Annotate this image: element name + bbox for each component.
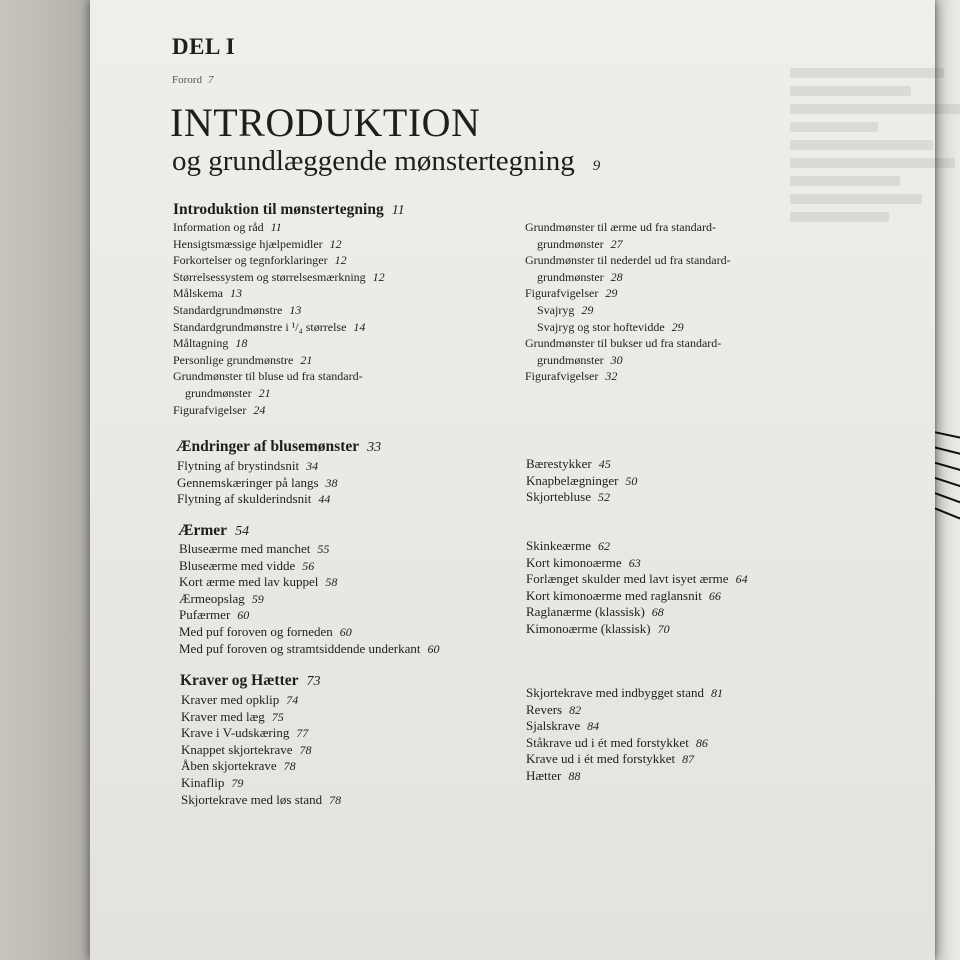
- toc-entry: [181, 792, 341, 809]
- toc-entry: [525, 219, 731, 236]
- toc-entry: [181, 709, 341, 726]
- page-number: 68: [651, 605, 664, 620]
- page-number: 29: [581, 302, 594, 317]
- entry-text: Ærmeopslag: [179, 590, 245, 606]
- toc-entry: [525, 352, 731, 369]
- page-number: 56: [302, 558, 315, 573]
- entry-text: Information og råd: [173, 220, 264, 234]
- toc-entry: [525, 269, 731, 286]
- toc-entry: [526, 702, 723, 719]
- toc-entry: [179, 574, 440, 591]
- page-number: 44: [318, 492, 331, 507]
- page-number: 29: [605, 286, 618, 301]
- page-number: 12: [334, 253, 347, 268]
- entry-text: Grundmønster til bluse ud fra standard-: [173, 369, 363, 384]
- toc-entry: [173, 402, 385, 419]
- toc-entry: [177, 458, 338, 475]
- entry-text: Krave i V-udskæring: [181, 725, 290, 741]
- toc-entry: [179, 541, 440, 558]
- page-number: 52: [598, 490, 610, 505]
- entry-text: Størrelsessystem og størrelsesmærkning: [173, 269, 366, 284]
- toc-entry: [526, 621, 748, 638]
- page-number: 38: [325, 475, 338, 490]
- page-number: 50: [625, 473, 638, 488]
- entry-text: Figurafvigelser: [525, 369, 599, 384]
- toc-entry: [173, 385, 385, 402]
- heading-text: Ændringer af blusemønster: [176, 438, 360, 455]
- entry-text: Kinaflip: [181, 774, 225, 790]
- toc-entry: [525, 302, 731, 319]
- toc-entry: [526, 473, 637, 490]
- entry-text: Kort ærme med lav kuppel: [179, 574, 319, 590]
- page-number: 59: [251, 591, 264, 606]
- entry-text: Kort kimonoærme: [526, 554, 622, 570]
- entry-text: Skjortebluse: [526, 489, 591, 505]
- entry-text: Grundmønster til nederdel ud fra standard-: [525, 253, 731, 268]
- toc-column-right: [526, 685, 723, 785]
- page-title: INTRODUKTION: [170, 100, 481, 145]
- toc-entry: [173, 368, 385, 385]
- entry-text: Raglanærme (klassisk): [526, 604, 645, 620]
- toc-entry: [525, 252, 731, 269]
- toc-entry: [526, 538, 748, 555]
- page-number: 9: [592, 158, 601, 174]
- heading-text: Ærmer: [178, 522, 228, 539]
- toc-entry: [179, 641, 440, 658]
- toc-entry: [179, 607, 440, 624]
- section-heading: [180, 672, 321, 690]
- toc-entry: [177, 475, 338, 492]
- page-number: 75: [271, 709, 284, 724]
- page-number: 27: [610, 236, 623, 251]
- toc-column-left: [173, 219, 385, 418]
- page-number: 7: [207, 74, 214, 86]
- entry-text: Med puf foroven og stramtsiddende underkant: [179, 640, 421, 656]
- entry-text: Figurafvigelser: [173, 402, 247, 417]
- toc-entry: [181, 775, 341, 792]
- entry-text: Figurafvigelser: [525, 286, 599, 301]
- page-number: 78: [299, 742, 312, 757]
- toc-entry: [173, 252, 385, 269]
- entry-text: Svajryg: [537, 302, 575, 317]
- toc-entry: [526, 685, 723, 702]
- page-number: 79: [231, 775, 244, 790]
- entry-text: grundmønster: [537, 352, 604, 367]
- page-number: 21: [300, 352, 313, 367]
- page-number: 58: [325, 575, 338, 590]
- page-number: 29: [671, 319, 684, 334]
- page-number: 82: [569, 702, 582, 717]
- toc-entry: [181, 725, 341, 742]
- toc-entry: [181, 758, 341, 775]
- entry-text: Kort kimonoærme med raglansnit: [526, 587, 702, 603]
- page-number: 73: [306, 674, 321, 689]
- page-number: 87: [682, 752, 695, 767]
- toc-entry: [173, 269, 385, 286]
- page-number: 84: [587, 719, 600, 734]
- page-number: 32: [605, 369, 618, 384]
- section-heading: [178, 522, 249, 540]
- heading-text: Kraver og Hætter: [180, 672, 299, 689]
- page-number: 30: [610, 352, 623, 367]
- foreword-label: Forord: [172, 74, 202, 86]
- toc-entry: [526, 571, 748, 588]
- page-number: 74: [286, 693, 299, 707]
- toc-column-left: [177, 458, 338, 508]
- toc-entry: [173, 219, 385, 236]
- entry-text: grundmønster: [537, 236, 604, 251]
- page-number: 55: [317, 542, 330, 556]
- entry-text: Med puf foroven og forneden: [179, 623, 333, 639]
- toc-entry: [173, 285, 385, 302]
- foreword-entry: [172, 74, 213, 86]
- entry-text: Måltagning: [173, 336, 229, 351]
- entry-text: Kraver med opklip: [181, 692, 280, 707]
- page-number: 18: [235, 336, 248, 351]
- page-number: 24: [253, 402, 266, 417]
- toc-entry: [525, 335, 731, 352]
- toc-entry: [525, 368, 731, 385]
- page-number: 88: [568, 768, 581, 783]
- toc-entry: [525, 319, 731, 336]
- toc-entry: [526, 489, 637, 506]
- page-number: 28: [610, 269, 623, 284]
- toc-entry: [526, 588, 748, 605]
- entry-text: Hætter: [526, 767, 562, 783]
- heading-text: Introduktion til mønstertegning: [173, 201, 384, 218]
- toc-column-right: [525, 219, 731, 385]
- toc-entry: [179, 624, 440, 641]
- toc-entry: [179, 558, 440, 575]
- entry-text: Åben skjortekrave: [181, 758, 277, 774]
- entry-text: Revers: [526, 701, 563, 717]
- entry-text: Sjalskrave: [526, 718, 581, 734]
- toc-entry: [173, 302, 385, 319]
- page-number: 14: [353, 319, 366, 334]
- entry-text: Bluseærme med manchet: [179, 541, 311, 556]
- entry-text: grundmønster: [185, 385, 252, 400]
- entry-text: Kraver med læg: [181, 708, 265, 724]
- toc-column-left: [179, 541, 440, 657]
- page-number: 33: [367, 440, 382, 455]
- page-number: 64: [735, 572, 748, 587]
- entry-text: Krave ud i ét med forstykket: [526, 751, 676, 767]
- entry-text: Flytning af brystindsnit: [177, 458, 300, 473]
- part-label: DEL I: [172, 34, 236, 59]
- entry-text: Skinkeærme: [526, 538, 591, 553]
- toc-entry: [181, 742, 341, 759]
- toc-entry: [173, 236, 385, 253]
- page-number: 54: [235, 524, 250, 539]
- toc-entry: [526, 735, 723, 752]
- page-number: 62: [598, 539, 610, 553]
- entry-text: Standardgrundmønstre i ¹/₄ størrelse: [173, 319, 347, 334]
- page-number: 12: [329, 236, 342, 251]
- page-number: 86: [695, 735, 708, 750]
- page-number: 63: [628, 555, 641, 570]
- page-number: 11: [270, 220, 282, 234]
- toc-entry: [526, 456, 637, 473]
- page-number: 13: [230, 286, 242, 301]
- toc-entry: [173, 352, 385, 369]
- page-subtitle: [172, 145, 600, 178]
- toc-entry: [177, 491, 338, 508]
- toc-entry: [526, 555, 748, 572]
- entry-text: Grundmønster til bukser ud fra standard-: [525, 336, 722, 351]
- page-number: 34: [306, 459, 319, 473]
- toc-entry: [526, 718, 723, 735]
- toc-column-left: [181, 692, 341, 808]
- entry-text: Kimonoærme (klassisk): [526, 620, 651, 636]
- entry-text: Personlige grundmønstre: [173, 352, 294, 367]
- toc-entry: [526, 751, 723, 768]
- entry-text: Flytning af skulderindsnit: [177, 491, 312, 507]
- entry-text: Standardgrundmønstre: [173, 302, 283, 317]
- entry-text: Knapbelægninger: [526, 472, 619, 488]
- toc-entry: [525, 285, 731, 302]
- toc-entry: [173, 335, 385, 352]
- page-number: 78: [329, 792, 342, 807]
- page-number: 60: [339, 624, 352, 639]
- entry-text: Bluseærme med vidde: [179, 557, 296, 573]
- page-number: 11: [391, 203, 405, 218]
- page-number: 21: [258, 385, 271, 400]
- toc-entry: [181, 692, 341, 709]
- page-number: 60: [427, 641, 440, 656]
- entry-text: Svajryg og stor hoftevidde: [537, 319, 665, 334]
- toc-entry: [173, 319, 385, 336]
- entry-text: Skjortekrave med løs stand: [181, 791, 323, 807]
- page-number: 66: [708, 588, 721, 603]
- toc-entry: [526, 604, 748, 621]
- entry-text: Pufærmer: [179, 607, 231, 623]
- page-number: 77: [296, 726, 309, 741]
- page-number: 70: [657, 621, 670, 636]
- toc-entry: [526, 768, 723, 785]
- page-number: 45: [598, 457, 611, 471]
- page-number: 13: [289, 302, 302, 317]
- entry-text: grundmønster: [537, 269, 604, 284]
- entry-text: Bærestykker: [526, 456, 592, 471]
- entry-text: Forkortelser og tegnforklaringer: [173, 253, 328, 268]
- entry-text: Hensigtsmæssige hjælpemidler: [173, 236, 323, 251]
- entry-text: Knappet skjortekrave: [181, 741, 293, 757]
- toc-column-right: [526, 456, 637, 506]
- toc-column-right: [526, 538, 748, 638]
- entry-text: Målskema: [173, 286, 223, 301]
- toc-entry: [525, 236, 731, 253]
- entry-text: Ståkrave ud i ét med forstykket: [526, 734, 689, 750]
- entry-text: Grundmønster til ærme ud fra standard-: [525, 220, 716, 234]
- page-number: 81: [711, 686, 723, 700]
- entry-text: Skjortekrave med indbygget stand: [526, 685, 704, 700]
- toc-entry: [179, 591, 440, 608]
- entry-text: Forlænget skulder med lavt isyet ærme: [526, 571, 729, 587]
- page-number: 60: [237, 608, 250, 623]
- page-number: 12: [372, 269, 385, 284]
- page-number: 78: [283, 759, 296, 774]
- entry-text: Gennemskæringer på langs: [177, 474, 319, 490]
- show-through-text: [790, 60, 960, 860]
- subtitle-text: og grundlæggende mønstertegning: [172, 145, 575, 177]
- section-heading: [176, 438, 381, 456]
- section-heading: [173, 201, 405, 219]
